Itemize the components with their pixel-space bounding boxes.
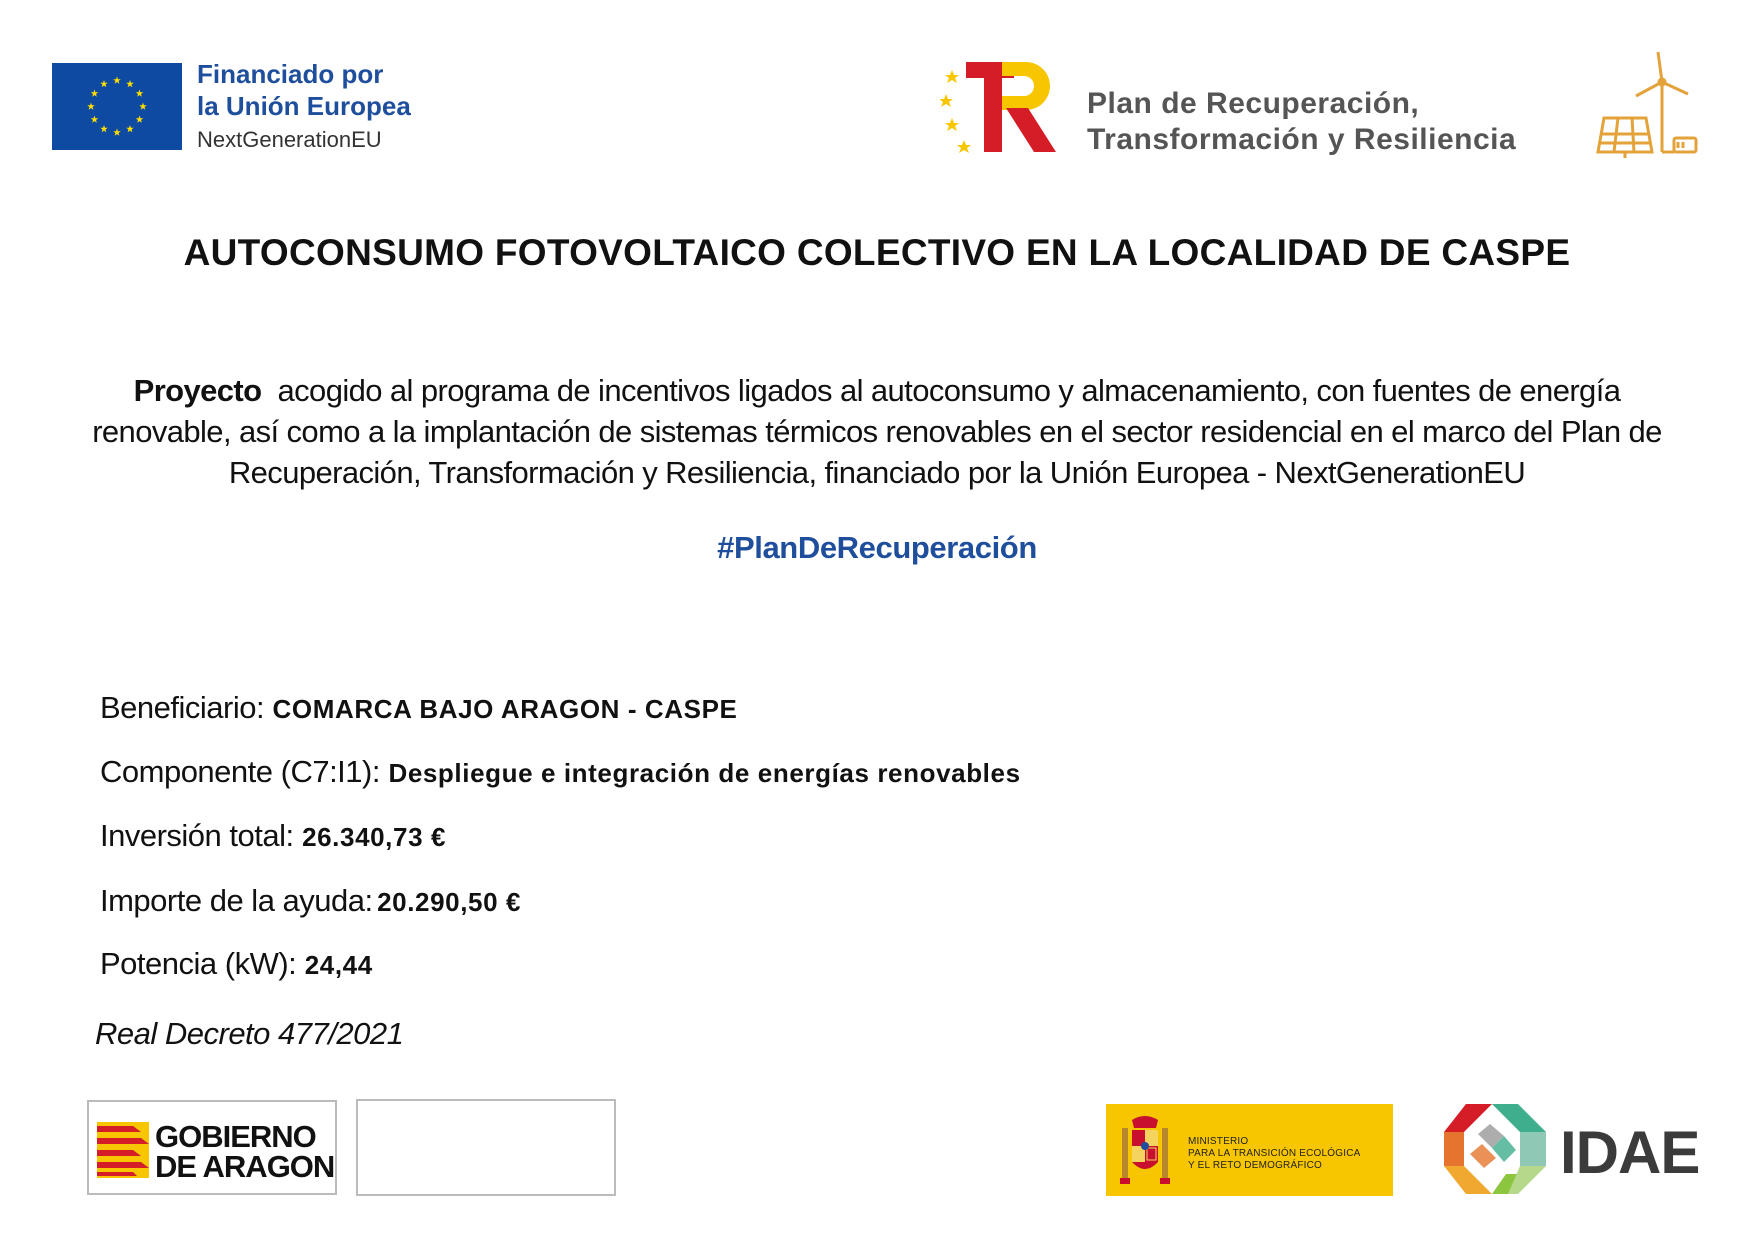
eu-star [87,103,95,110]
aragon-flag-icon [97,1122,149,1178]
field-value: 20.290,50 € [377,887,522,917]
intro-text: acogido al programa de incentivos ligados al autoconsumo y almacenamiento, con fuentes de energía renovable, así como a la implantación de sistemas térmicos renovables en el sector residencial en el marco del Plan de Recuperación, Transformación y Resiliencia, financiado por la Unión Europea - NextGenerationEU [92,373,1662,490]
eu-star [126,80,134,87]
eu-star [136,90,144,97]
real-decreto: Real Decreto 477/2021 [95,1016,404,1051]
ministerio-text [1188,1136,1361,1172]
prtr-line1: Plan de Recuperación, [1087,87,1420,120]
eu-star [91,90,99,97]
field-componente [100,754,1021,790]
field-label: Potencia (kW): [100,946,297,981]
field-potencia [100,946,373,982]
field-label: Inversión total: [100,818,294,853]
field-value: 26.340,73 € [302,822,447,852]
empty-logo-box [356,1099,616,1196]
prtr-text [1087,86,1516,158]
ministerio-line2: PARA LA TRANSICIÓN ECOLÓGICA [1188,1148,1361,1159]
field-label: Componente (C7:I1): [100,754,380,789]
eu-line2: la Unión Europea [197,91,411,121]
eu-star [100,125,108,132]
field-value: 24,44 [304,950,373,980]
eu-star [113,129,121,136]
eu-star [113,77,121,84]
ministerio-line1: MINISTERIO [1188,1136,1249,1147]
eu-flag-logo [52,63,182,150]
eu-star [100,80,108,87]
eu-line1: Financiado por [197,59,384,89]
eu-star [126,125,134,132]
eu-star [139,103,147,110]
eu-line3: NextGenerationEU [197,127,382,152]
field-beneficiario [100,690,738,726]
solar-wind-battery-icon [1590,48,1700,160]
ministerio-logo [1106,1104,1393,1196]
eu-funding-text [197,58,411,156]
idae-text: IDAE [1560,1119,1700,1186]
field-label: Beneficiario: [100,690,265,725]
spain-coat-of-arms-icon [1120,1114,1170,1186]
eu-star [91,116,99,123]
ministerio-line3: Y EL RETO DEMOGRÁFICO [1188,1160,1323,1171]
field-label: Importe de la ayuda: [100,883,373,918]
hashtag: #PlanDeRecuperación [717,530,1037,565]
aragon-line2: DE ARAGON [155,1149,335,1184]
field-value: Despliegue e integración de energías renovables [388,758,1021,788]
eu-star [136,116,144,123]
aragon-text [155,1119,335,1184]
intro-lead: Proyecto [133,373,262,408]
field-importe [100,883,521,919]
eu-stars-icon [52,63,182,150]
page-title: AUTOCONSUMO FOTOVOLTAICO COLECTIVO EN LA LOCALIDAD DE CASPE [183,232,1571,273]
gobierno-aragon-logo [87,1100,337,1195]
field-value: COMARCA BAJO ARAGON - CASPE [272,694,738,724]
aragon-line1: GOBIERNO [155,1119,316,1154]
idae-logo-icon [1418,1102,1553,1196]
prtr-line2: Transformación y Resiliencia [1087,123,1517,156]
field-inversion [100,818,446,854]
intro-paragraph [90,370,1664,493]
prtr-logo-icon [940,56,1060,156]
